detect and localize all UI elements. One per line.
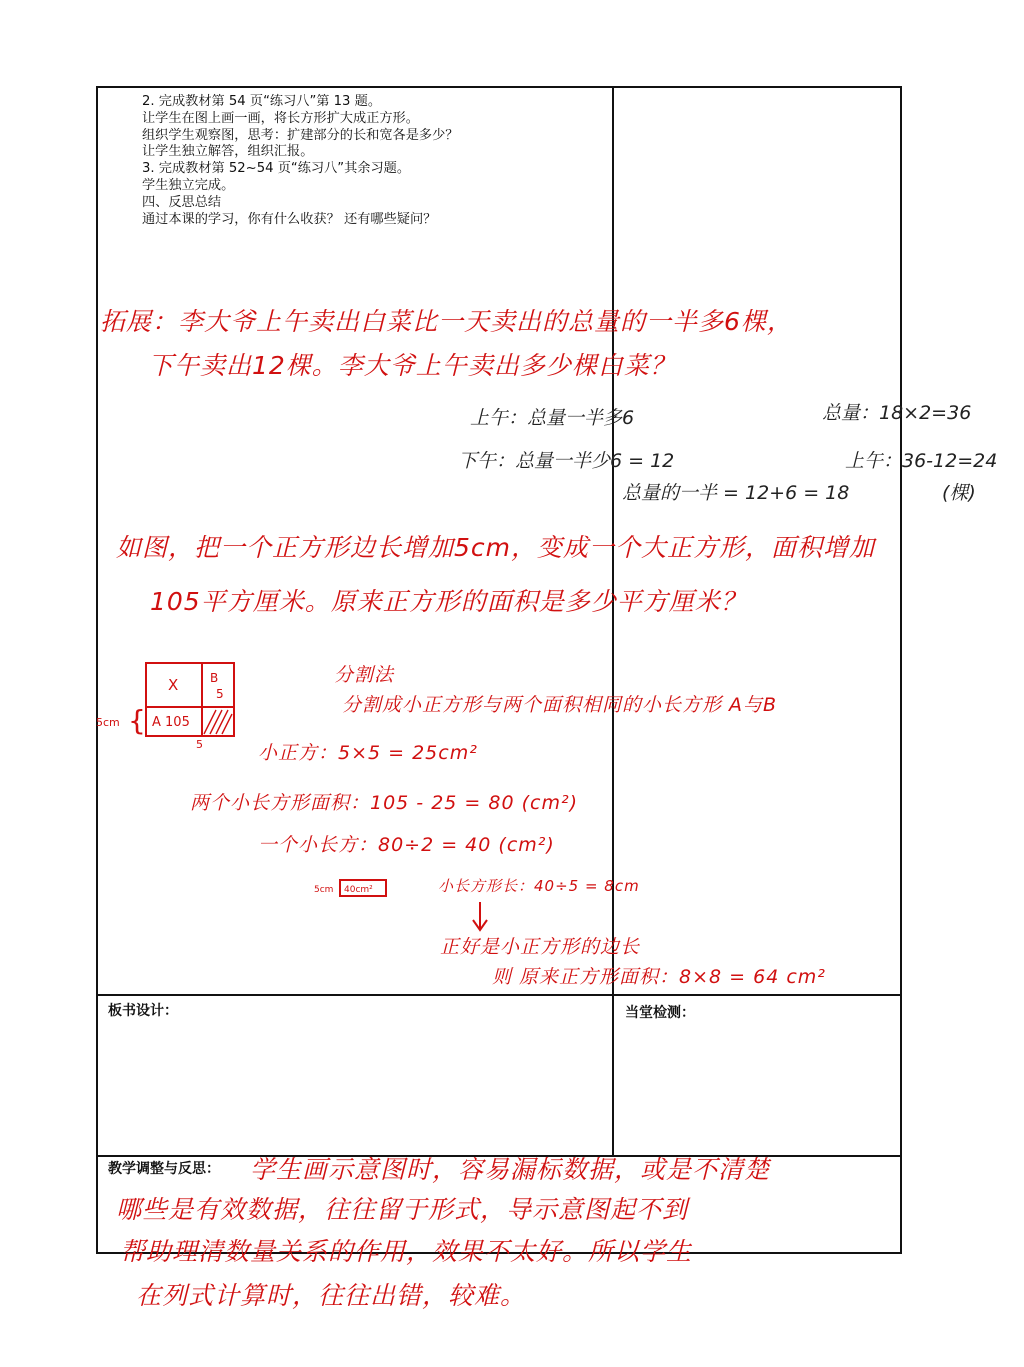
- problem1-work1: 上午：总量一半多6: [470, 407, 635, 429]
- problem1-work2: 下午：总量一半少6 = 12: [458, 450, 675, 472]
- row-divider-board: [96, 994, 902, 996]
- board-design-label: 板书设计：: [108, 1003, 178, 1019]
- printed-line: 组织学生观察图，思考：扩建部分的长和宽各是多少？: [142, 127, 459, 143]
- square-diagram: [96, 650, 416, 900]
- reflection-label: 教学调整与反思：: [108, 1161, 220, 1177]
- printed-line: 四、反思总结: [142, 194, 222, 210]
- printed-line: 3. 完成教材第 52~54 页“练习八”其余习题。: [142, 161, 411, 177]
- reflection-line2: 哪些是有效数据，往往留于形式，导示意图起不到: [116, 1195, 689, 1224]
- problem2-step8: 则 原来正方形面积：8×8 = 64 cm²: [492, 966, 826, 988]
- printed-line: 让学生独立解答，组织汇报。: [142, 144, 314, 160]
- small-rect-inside-label: 40cm²: [344, 885, 373, 895]
- reflection-line1: 学生画示意图时，容易漏标数据，或是不清楚: [250, 1155, 771, 1184]
- problem1-side1: 总量：18×2=36: [822, 402, 972, 424]
- problem2-step5: 一个小长方：80÷2 = 40 (cm²): [258, 834, 555, 856]
- problem2-step4: 两个小长方形面积：105 - 25 = 80 (cm²): [190, 792, 578, 814]
- problem1-work3: 总量的一半 = 12+6 = 18: [622, 482, 850, 504]
- problem2-step3: 小正方：5×5 = 25cm²: [258, 742, 478, 764]
- problem2-line1: 如图，把一个正方形边长增加5cm，变成一个大正方形，面积增加: [116, 533, 876, 562]
- label-x: X: [168, 676, 179, 694]
- problem2-step7: 正好是小正方形的边长: [440, 936, 641, 958]
- printed-lesson-text: [142, 94, 459, 228]
- label-a: A 105: [152, 715, 190, 730]
- reflection-line3: 帮助理清数量关系的作用，效果不太好。所以学生: [120, 1237, 693, 1266]
- printed-line: 2. 完成教材第 54 页“练习八”第 13 题。: [142, 94, 382, 109]
- down-arrow-icon: [470, 900, 490, 934]
- in-class-test-label: 当堂检测：: [625, 1005, 695, 1021]
- printed-line: 学生独立完成。: [142, 177, 235, 193]
- label-5-bottom: 5: [196, 738, 203, 751]
- printed-line: 通过本课的学习，你有什么收获？ 还有哪些疑问？: [142, 211, 437, 227]
- reflection-line4: 在列式计算时，往往出错，较难。: [136, 1281, 527, 1310]
- problem1-line1: 拓展：李大爷上午卖出白菜比一天卖出的总量的一半多6棵，: [100, 307, 793, 336]
- printed-line: 让学生在图上画一画，将长方形扩大成正方形。: [142, 110, 419, 126]
- brace: {: [128, 704, 146, 737]
- label-5cm: 5cm: [96, 716, 120, 729]
- problem2-step6: 小长方形长：40÷5 = 8cm: [438, 877, 640, 895]
- small-rect-left-label: 5cm: [314, 885, 334, 895]
- label-b5: 5: [216, 687, 224, 701]
- problem2-step1: 分割法: [334, 664, 395, 686]
- problem2-step2: 分割成小正方形与两个面积相同的小长方形 A与B: [342, 694, 778, 716]
- problem1-line2: 下午卖出12棵。李大爷上午卖出多少棵白菜？: [148, 351, 676, 380]
- problem2-line2: 105平方厘米。原来正方形的面积是多少平方厘米？: [150, 587, 747, 616]
- hatched-corner: [204, 710, 232, 734]
- problem1-side3: (棵): [942, 482, 976, 504]
- label-b: B: [210, 671, 219, 685]
- problem1-side2: 上午：36-12=24: [845, 450, 998, 472]
